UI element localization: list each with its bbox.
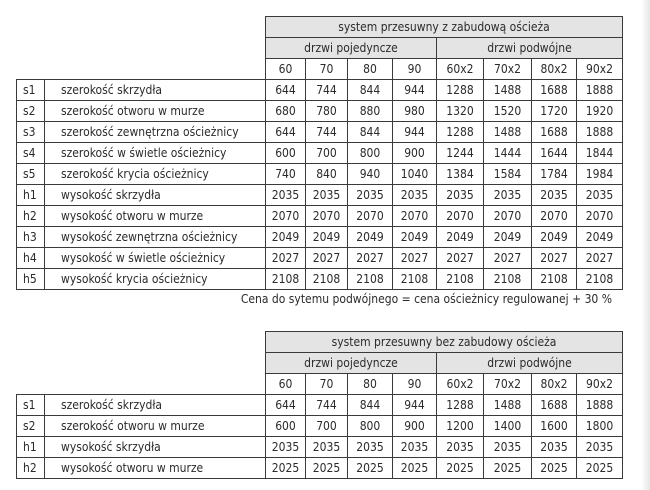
- value-cell: 2070: [577, 206, 623, 227]
- row-label: szerokość skrzydła: [45, 80, 266, 101]
- value-cell: 800: [348, 143, 393, 164]
- value-cell: 2049: [393, 227, 437, 248]
- table-row: [17, 458, 623, 479]
- size-header: 70: [306, 59, 348, 80]
- row-label: szerokość krycia ościeżnicy: [45, 164, 266, 185]
- row-label: szerokość skrzydła: [45, 395, 266, 416]
- value-cell: 1400: [484, 416, 532, 437]
- row-label: wysokość skrzydła: [45, 437, 266, 458]
- row-code: s2: [17, 101, 45, 122]
- table2-body: [17, 395, 623, 479]
- table-row: [17, 80, 623, 101]
- value-cell: 944: [393, 80, 437, 101]
- value-cell: 1688: [532, 80, 577, 101]
- value-cell: 2025: [484, 458, 532, 479]
- price-note: Cena do sytemu podwójnego = cena ościeżnicy regulowanej + 30 %: [240, 292, 612, 306]
- value-cell: 644: [266, 122, 306, 143]
- value-cell: 1040: [393, 164, 437, 185]
- size-header-row: [17, 59, 623, 80]
- value-cell: 2035: [348, 437, 393, 458]
- size-header: 80: [348, 59, 393, 80]
- table-row: [17, 122, 623, 143]
- value-cell: 2035: [266, 185, 306, 206]
- value-cell: 2049: [348, 227, 393, 248]
- value-cell: 940: [348, 164, 393, 185]
- row-label: wysokość otworu w murze: [45, 206, 266, 227]
- table-row: [17, 143, 623, 164]
- row-code: s1: [17, 80, 45, 101]
- size-header: 60: [266, 374, 306, 395]
- value-cell: 2070: [484, 206, 532, 227]
- value-cell: 1600: [532, 416, 577, 437]
- value-cell: 1888: [577, 80, 623, 101]
- value-cell: 2070: [266, 206, 306, 227]
- value-cell: 744: [306, 122, 348, 143]
- value-cell: 1584: [484, 164, 532, 185]
- value-cell: 2108: [577, 269, 623, 290]
- size-header: 70x2: [484, 59, 532, 80]
- value-cell: 1644: [532, 143, 577, 164]
- door-type-row: [17, 38, 623, 59]
- dimensions-table-with-frame: [16, 16, 623, 290]
- size-header: 80x2: [532, 374, 577, 395]
- value-cell: 680: [266, 101, 306, 122]
- value-cell: 2108: [532, 269, 577, 290]
- value-cell: 2027: [577, 248, 623, 269]
- value-cell: 2049: [306, 227, 348, 248]
- value-cell: 2025: [266, 458, 306, 479]
- page-edge-shadow: [641, 0, 650, 490]
- value-cell: 2070: [532, 206, 577, 227]
- value-cell: 2049: [266, 227, 306, 248]
- value-cell: 2108: [437, 269, 484, 290]
- value-cell: 2049: [532, 227, 577, 248]
- value-cell: 1444: [484, 143, 532, 164]
- value-cell: 1920: [577, 101, 623, 122]
- value-cell: 880: [348, 101, 393, 122]
- value-cell: 944: [393, 122, 437, 143]
- value-cell: 2108: [393, 269, 437, 290]
- value-cell: 2035: [577, 437, 623, 458]
- value-cell: 780: [306, 101, 348, 122]
- value-cell: 1384: [437, 164, 484, 185]
- value-cell: 2027: [437, 248, 484, 269]
- row-code: h4: [17, 248, 45, 269]
- dimensions-table-without-frame: [16, 331, 623, 479]
- value-cell: 800: [348, 416, 393, 437]
- table-row: [17, 395, 623, 416]
- system-title: system przesuwny bez zabudowy ościeża: [266, 332, 623, 353]
- table-row: [17, 101, 623, 122]
- value-cell: 2035: [348, 185, 393, 206]
- row-label: wysokość otworu w murze: [45, 458, 266, 479]
- row-code: h2: [17, 206, 45, 227]
- row-code: s3: [17, 122, 45, 143]
- value-cell: 2025: [348, 458, 393, 479]
- size-header: 70x2: [484, 374, 532, 395]
- value-cell: 2070: [437, 206, 484, 227]
- table-row: [17, 227, 623, 248]
- value-cell: 1520: [484, 101, 532, 122]
- table-row: [17, 437, 623, 458]
- row-code: s5: [17, 164, 45, 185]
- door-type-row: [17, 353, 623, 374]
- row-code: s1: [17, 395, 45, 416]
- value-cell: 1320: [437, 101, 484, 122]
- value-cell: 844: [348, 395, 393, 416]
- value-cell: 1984: [577, 164, 623, 185]
- size-header: 80x2: [532, 59, 577, 80]
- row-label: wysokość skrzydła: [45, 185, 266, 206]
- table-row: [17, 269, 623, 290]
- value-cell: 1244: [437, 143, 484, 164]
- size-header-row: [17, 374, 623, 395]
- value-cell: 2070: [306, 206, 348, 227]
- value-cell: 2108: [266, 269, 306, 290]
- row-label: szerokość otworu w murze: [45, 101, 266, 122]
- table-row: [17, 164, 623, 185]
- value-cell: 900: [393, 143, 437, 164]
- value-cell: 2035: [437, 185, 484, 206]
- value-cell: 844: [348, 122, 393, 143]
- value-cell: 1488: [484, 122, 532, 143]
- table-row: [17, 206, 623, 227]
- group-double-door: drzwi podwójne: [437, 38, 623, 59]
- row-code: h3: [17, 227, 45, 248]
- row-label: wysokość krycia ościeżnicy: [45, 269, 266, 290]
- value-cell: 2025: [532, 458, 577, 479]
- value-cell: 2035: [393, 185, 437, 206]
- value-cell: 2035: [306, 185, 348, 206]
- value-cell: 2035: [532, 437, 577, 458]
- value-cell: 744: [306, 395, 348, 416]
- value-cell: 900: [393, 416, 437, 437]
- value-cell: 1488: [484, 395, 532, 416]
- size-header: 90: [393, 374, 437, 395]
- size-header: 60x2: [437, 374, 484, 395]
- value-cell: 944: [393, 395, 437, 416]
- group-single-door: drzwi pojedyncze: [266, 38, 437, 59]
- row-label: szerokość zewnętrzna ościeżnicy: [45, 122, 266, 143]
- row-label: szerokość w świetle ościeżnicy: [45, 143, 266, 164]
- value-cell: 740: [266, 164, 306, 185]
- system-title-row: [17, 17, 623, 38]
- value-cell: 1888: [577, 395, 623, 416]
- value-cell: 600: [266, 143, 306, 164]
- value-cell: 2070: [348, 206, 393, 227]
- value-cell: 2027: [348, 248, 393, 269]
- value-cell: 2108: [484, 269, 532, 290]
- value-cell: 1720: [532, 101, 577, 122]
- value-cell: 1200: [437, 416, 484, 437]
- value-cell: 2027: [266, 248, 306, 269]
- value-cell: 1288: [437, 122, 484, 143]
- system-title: system przesuwny z zabudową ościeża: [266, 17, 623, 38]
- row-code: h1: [17, 437, 45, 458]
- value-cell: 2027: [532, 248, 577, 269]
- value-cell: 2070: [393, 206, 437, 227]
- value-cell: 1888: [577, 122, 623, 143]
- row-code: h1: [17, 185, 45, 206]
- value-cell: 700: [306, 416, 348, 437]
- value-cell: 840: [306, 164, 348, 185]
- value-cell: 1784: [532, 164, 577, 185]
- value-cell: 2027: [484, 248, 532, 269]
- value-cell: 644: [266, 395, 306, 416]
- system-title-row: [17, 332, 623, 353]
- value-cell: 2035: [577, 185, 623, 206]
- value-cell: 1688: [532, 395, 577, 416]
- value-cell: 980: [393, 101, 437, 122]
- size-header: 70: [306, 374, 348, 395]
- size-header: 60x2: [437, 59, 484, 80]
- value-cell: 2025: [577, 458, 623, 479]
- value-cell: 2049: [437, 227, 484, 248]
- group-double-door: drzwi podwójne: [437, 353, 623, 374]
- value-cell: 1288: [437, 395, 484, 416]
- value-cell: 1688: [532, 122, 577, 143]
- value-cell: 2035: [532, 185, 577, 206]
- value-cell: 1288: [437, 80, 484, 101]
- group-single-door: drzwi pojedyncze: [266, 353, 437, 374]
- size-header: 80: [348, 374, 393, 395]
- value-cell: 1800: [577, 416, 623, 437]
- row-label: wysokość zewnętrzna ościeżnicy: [45, 227, 266, 248]
- value-cell: 2035: [266, 437, 306, 458]
- value-cell: 2025: [437, 458, 484, 479]
- table-row: [17, 416, 623, 437]
- value-cell: 2035: [484, 185, 532, 206]
- value-cell: 2108: [348, 269, 393, 290]
- value-cell: 644: [266, 80, 306, 101]
- row-code: h5: [17, 269, 45, 290]
- value-cell: 2035: [306, 437, 348, 458]
- row-label: wysokość w świetle ościeżnicy: [45, 248, 266, 269]
- table-row: [17, 248, 623, 269]
- value-cell: 2035: [484, 437, 532, 458]
- row-code: h2: [17, 458, 45, 479]
- value-cell: 844: [348, 80, 393, 101]
- value-cell: 600: [266, 416, 306, 437]
- value-cell: 1844: [577, 143, 623, 164]
- size-header: 90x2: [577, 374, 623, 395]
- size-header: 90x2: [577, 59, 623, 80]
- table-row: [17, 185, 623, 206]
- value-cell: 2025: [393, 458, 437, 479]
- row-label: szerokość otworu w murze: [45, 416, 266, 437]
- value-cell: 700: [306, 143, 348, 164]
- value-cell: 2035: [393, 437, 437, 458]
- value-cell: 2025: [306, 458, 348, 479]
- table1-body: [17, 80, 623, 290]
- value-cell: 2035: [437, 437, 484, 458]
- value-cell: 2108: [306, 269, 348, 290]
- row-code: s4: [17, 143, 45, 164]
- value-cell: 2049: [484, 227, 532, 248]
- value-cell: 2049: [577, 227, 623, 248]
- value-cell: 1488: [484, 80, 532, 101]
- row-code: s2: [17, 416, 45, 437]
- value-cell: 2027: [393, 248, 437, 269]
- size-header: 60: [266, 59, 306, 80]
- size-header: 90: [393, 59, 437, 80]
- value-cell: 2027: [306, 248, 348, 269]
- value-cell: 744: [306, 80, 348, 101]
